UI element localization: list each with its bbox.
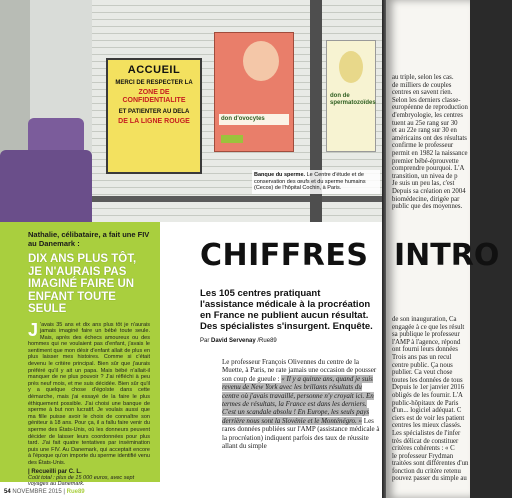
sign-line-3: ET PATIENTER AU DELA bbox=[118, 109, 190, 115]
waiting-bench bbox=[0, 150, 92, 222]
text-line: européenne de reproduction bbox=[392, 104, 468, 112]
text-line: critères cohérents : « C bbox=[392, 445, 455, 453]
byline bbox=[200, 338, 376, 344]
byline-label: Par bbox=[200, 338, 210, 344]
text-line: engagée à ce que les résult bbox=[392, 323, 465, 331]
poster2-text: don de spermatozoïdes bbox=[330, 93, 376, 106]
text-line: l'AMP à l'agence, répond bbox=[392, 338, 461, 346]
article-body bbox=[222, 358, 380, 450]
issue-date: NOVEMBRE 2015 bbox=[12, 489, 62, 495]
article-paragraph-1: Le professeur François Olivennes du centre de la Muette, à Paris, ne rate jamais une occasion de pousser son coup de gueule : bbox=[222, 358, 377, 383]
text-line: de son inauguration, Ca bbox=[392, 316, 457, 323]
window-frame bbox=[92, 196, 384, 202]
text-line: Je suis un peu las, c'est bbox=[392, 180, 455, 188]
text-line: Depuis sa création en 2004 bbox=[392, 187, 466, 195]
clinic-photo bbox=[0, 0, 384, 222]
sidebar-cost: Coût total : plus de 15 000 euros, avec sept voyages au Danemark. bbox=[28, 474, 135, 487]
caption-text: Le Centre d'étude et de conservation des œufs et du sperme humains (Cecos) de l'hôpital Cochin, à Paris. bbox=[254, 172, 366, 191]
facing-page bbox=[386, 0, 500, 498]
text-line: comprendre pourquoi. L'A bbox=[392, 165, 465, 173]
right-bottom-column bbox=[392, 316, 512, 483]
text-line: de milliers de couples bbox=[392, 81, 452, 89]
article-page bbox=[0, 222, 384, 498]
drop-cap: J bbox=[28, 319, 39, 340]
text-line: centres en savent rien. bbox=[392, 89, 453, 97]
sidebar-headline: DIX ANS PLUS TÔT, JE N'AURAIS PAS IMAGINÉ FAIRE UN ENFANT TOUTE SEULE bbox=[28, 253, 137, 315]
text-line: obligés de les fournir. L'A bbox=[392, 391, 463, 399]
text-line: tuent au 25e rang sur 30 bbox=[392, 119, 458, 127]
poster-face bbox=[243, 41, 279, 81]
sign-line-2: ZONE DE CONFIDENTIALITE bbox=[122, 89, 186, 104]
text-line: publier. Ca veut chose bbox=[392, 369, 453, 377]
page-footer bbox=[4, 489, 85, 495]
sperm-donation-poster bbox=[326, 40, 376, 152]
poster-logo bbox=[221, 135, 243, 143]
text-line: d'un... logiciel adéquat. C bbox=[392, 407, 462, 415]
oocyte-donation-poster bbox=[214, 32, 294, 152]
poster1-text: don d'ovocytes bbox=[219, 114, 289, 125]
text-line: le professeur Frydman bbox=[392, 452, 454, 460]
text-line: ont fourni leurs données bbox=[392, 346, 458, 354]
text-line: public que des moyennes. bbox=[392, 203, 463, 211]
text-line: fonction du critère retenu bbox=[392, 467, 461, 475]
text-line: public-hôpitaux de Paris bbox=[392, 399, 459, 407]
text-line: d'embryologie, les centres bbox=[392, 111, 463, 119]
text-line: traitées sont différentes d'un bbox=[392, 460, 469, 468]
text-line: toutes les données de tous bbox=[392, 376, 463, 384]
article-paragraph-2: Les rares données publiées sur l'AMP (assistance médicale à la procréation) indiquent parfois des taux de réussite allant du simple bbox=[222, 416, 380, 451]
byline-handle: /Rue89 bbox=[257, 338, 277, 344]
text-line: américains ont des résultats bbox=[392, 134, 467, 142]
text-line: centre public. Ça nous bbox=[392, 361, 453, 369]
byline-name: David Servenay bbox=[211, 338, 256, 344]
article-lede: Les 105 centres pratiquant l'assistance médicale à la procréation en France ne publient aucun résultat. Des spécialistes s'insurgent. Enquête. bbox=[200, 288, 373, 332]
text-line: Les spécialistes de l'infer bbox=[392, 429, 461, 437]
text-line: centres les mieux classés. bbox=[392, 422, 462, 430]
text-line: Depuis le 1er janvier 2016 bbox=[392, 384, 465, 392]
text-line: confirme le professeur bbox=[392, 142, 454, 150]
right-top-column bbox=[392, 74, 512, 211]
text-line: biomédecine, dirigée par bbox=[392, 195, 460, 203]
magazine-logo: Rue89 bbox=[66, 489, 85, 495]
text-line: pouvez passer du simple au bbox=[392, 475, 467, 483]
page-number: 54 bbox=[4, 489, 11, 495]
right-heading: INTRO bbox=[394, 238, 500, 273]
text-line: très délicat de constituer bbox=[392, 437, 459, 445]
caption-bold: Banque du sperme. bbox=[254, 172, 306, 178]
text-line: et au 22e rang sur 30 en bbox=[392, 127, 457, 135]
accueil-sign bbox=[106, 58, 202, 174]
sidebar-body-text: 'avais 35 ans et dix ans plus tôt je n'aurais jamais imaginé faire un bébé toute seule. Mais, après des échecs amoureux ou des hommes qui ne voulaient pas d'enfant, j'avais le sentiment que mon désir d'enfant allait de plus en plus laisser mes histoires. Comme si c'était devenu le critère principal. Bien sûr que j'aurais préféré qu'il y ait un papa. Mais bébé n'allait-il manquer de ne plus pouvoir ? J'ai réfléchi à peu près neuf mois, et me suis décidée. Bien sûr qu'il y a quelque chose d'égoïste dans cette démarche, mais j'ai essayé de la faire le plus éthiquement possible. J'ai choisi une banque de sperme à but non lucratif. Je voulais aussi que ma fille puisse avoir le choix de connaître son géniteur à 18 ans. Pour ça, il a fallu faire venir du sperme des États-Unis, où les donneurs peuvent décider de laisser leurs coordonnées pour plus tard. J'ai fait quatre tentatives par insémination puis une FIV. Au Danemark, qui acceptait encore à l'époque qu'on importe du sperme identifié venu des États-Unis. bbox=[28, 321, 150, 466]
sign-line-4: DE LA LIGNE ROUGE bbox=[118, 118, 190, 125]
sign-line-1: MERCI DE RESPECTER LA bbox=[115, 80, 193, 86]
sidebar-credit: | Recueilli par C. L. bbox=[28, 468, 82, 475]
footer-separator: | bbox=[63, 489, 65, 495]
testimony-sidebar bbox=[0, 222, 160, 487]
text-line: permit en 1982 la naissance bbox=[392, 149, 468, 157]
sidebar-kicker: Nathalie, célibataire, a fait une FIV au Danemark : bbox=[28, 230, 150, 248]
text-line: ciers est de voir les patient bbox=[392, 414, 465, 422]
text-line: premier bébé-éprouvette bbox=[392, 157, 459, 165]
sign-title: ACCUEIL bbox=[127, 64, 181, 76]
text-line: Trois ans pas un recul bbox=[392, 353, 452, 361]
text-line: transition, un nivea de p bbox=[392, 172, 458, 180]
article-quote: « Il y a quinze ans, quand je suis revenu de New York avec les brillants résultats du centre où j'avais travaillé, personne n'y croyait ici. En termes de résultats, la France est dans les derniers. C'est un scandale absolu ! En Europe, les seuls pays derrière nous sont la Slovénie et le Monténégro. » bbox=[222, 374, 374, 425]
text-line: au triple, selon les cas. bbox=[392, 74, 454, 81]
section-title: CHIFFRES bbox=[200, 238, 369, 273]
photo-caption bbox=[252, 170, 380, 194]
text-line: Selon les derniers classe- bbox=[392, 96, 461, 104]
sidebar-body bbox=[28, 319, 150, 467]
text-line: sa publique le professeur bbox=[392, 331, 460, 339]
poster-egg-image bbox=[339, 51, 363, 83]
